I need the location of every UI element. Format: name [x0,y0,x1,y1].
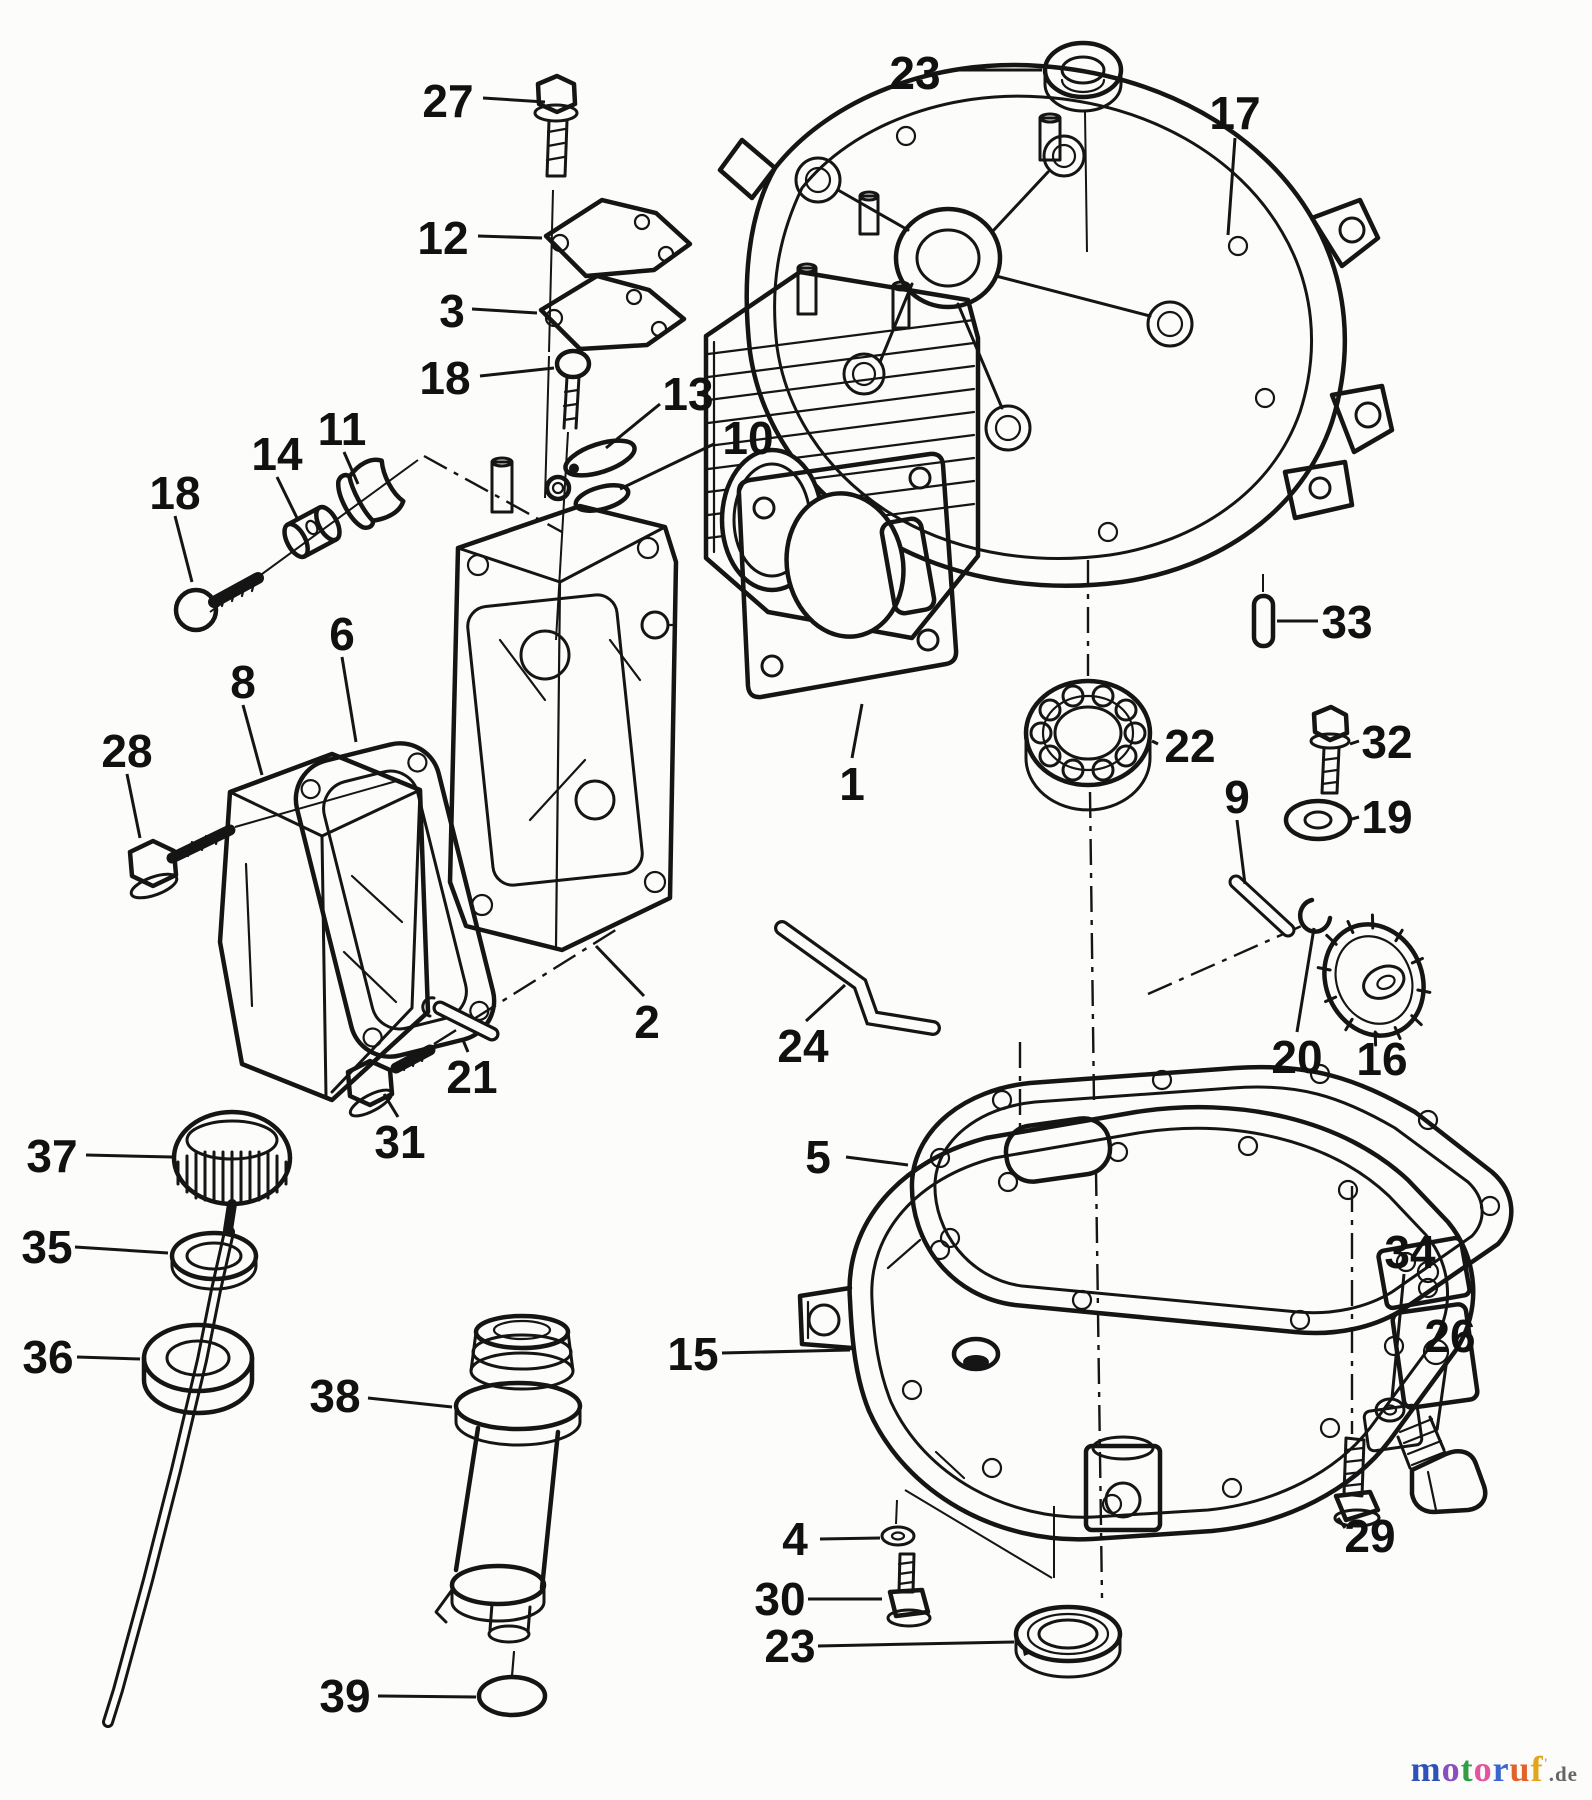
callout-17-leader [1228,138,1235,235]
callout-12: 12 [417,212,469,264]
callout-20-leader [1297,928,1314,1032]
bushing-14 [280,503,345,560]
construction-line-6 [1085,112,1087,252]
callout-39-leader [378,1696,476,1697]
callout-5-leader [846,1157,908,1165]
plate-3 [541,276,684,349]
callout-27-leader [483,98,545,102]
callout-12-leader [478,236,542,238]
callout-19-leader [1352,817,1359,819]
callout-37-leader [86,1155,172,1157]
pin-9 [1236,882,1288,930]
flange-bolt-28 [128,830,230,903]
callout-1-leader [852,704,862,758]
callout-16: 16 [1356,1033,1408,1085]
dipstick-rod [108,1232,229,1722]
callout-29: 29 [1344,1510,1396,1562]
callout-21: 21 [446,1051,498,1103]
oil-filler-tube-38 [436,1316,580,1642]
callout-18: 18 [419,352,471,404]
callout-11: 11 [317,403,367,455]
watermark-wordmark [1411,1749,1544,1789]
watermark-tm-mark: ' [1543,1756,1549,1772]
callout-34: 34 [1384,1226,1436,1278]
callout-2-leader [596,946,644,996]
callout-18-leader [175,516,192,582]
callout-5: 5 [805,1131,831,1183]
watermark-letter: r [1492,1749,1510,1789]
clip-20 [1300,900,1330,932]
watermark-letter: o [1441,1749,1461,1789]
callout-10: 10 [722,412,774,464]
callout-20: 20 [1271,1031,1323,1083]
callout-37: 37 [26,1130,78,1182]
oil-seal-23-bottom [1016,1607,1120,1677]
construction-line-17 [235,780,400,827]
construction-line-9 [1096,1170,1102,1598]
watermark-letter: t [1460,1749,1474,1789]
callout-6-leader [342,657,356,742]
callout-26: 26 [1424,1310,1476,1362]
tab-13 [561,434,638,483]
callout-6: 6 [329,608,355,660]
callout-38: 38 [309,1370,361,1422]
flange-bolt-30 [888,1554,930,1626]
callout-9: 9 [1224,771,1250,823]
callout-2: 2 [634,996,660,1048]
ball-bearing-22 [1026,681,1150,810]
construction-line-8 [1090,792,1094,1102]
callout-1: 1 [839,758,865,810]
callout-14: 14 [251,428,303,480]
callout-22-leader [1152,741,1158,744]
callout-38-leader [368,1398,452,1407]
callout-36-leader [77,1357,140,1359]
callout-8-leader [243,705,262,775]
callout-8: 8 [230,656,256,708]
dowel-pin-33 [1254,596,1273,646]
callout-27: 27 [422,75,474,127]
callout-24: 24 [777,1020,829,1072]
parts-artwork [108,43,1511,1722]
callout-23: 23 [889,47,941,99]
watermark-letter: u [1509,1749,1531,1789]
oval-seal-39 [479,1652,545,1715]
callout-32: 32 [1361,716,1413,768]
washer-tab-10 [547,477,631,516]
callout-17: 17 [1209,87,1261,139]
callout-13-leader [606,404,660,448]
construction-line-1 [545,356,549,498]
motoruf-watermark [1411,1748,1578,1790]
callout-23-leader [818,1642,1014,1646]
construction-line-0 [549,190,553,352]
callout-19: 19 [1361,791,1413,843]
construction-line-15 [896,1500,897,1524]
washer-19 [1286,801,1350,839]
oil-filler-cap-37 [174,1112,290,1230]
callout-24-leader [806,985,845,1021]
callout-33: 33 [1321,596,1373,648]
callout-39: 39 [319,1670,371,1722]
callout-22: 22 [1164,720,1216,772]
callout-18: 18 [149,467,201,519]
callout-35-leader [75,1247,168,1253]
screw-18-top [557,351,589,428]
callout-36: 36 [22,1331,74,1383]
construction-lines [210,112,1352,1598]
watermark-letter: m [1410,1749,1442,1789]
callout-28-leader [127,774,140,838]
callout-31: 31 [374,1116,426,1168]
callout-35: 35 [21,1221,73,1273]
plate-12 [546,200,690,276]
callout-32-leader [1350,741,1359,744]
callout-3-leader [472,309,537,313]
callout-4: 4 [782,1513,808,1565]
watermark-letter: o [1473,1749,1493,1789]
callout-23: 23 [764,1620,816,1672]
flange-bolt-27 [535,76,577,176]
callout-3: 3 [439,285,465,337]
flange-bolt-32 [1311,707,1349,793]
breather-pipe-24 [782,928,933,1028]
drain-plug-26 [1398,1417,1485,1512]
washer-4 [882,1527,914,1545]
callout-13: 13 [662,368,714,420]
seal-washer-35 [172,1233,256,1289]
callout-15: 15 [667,1328,719,1380]
screw-18-left [176,575,258,630]
callout-28: 28 [101,725,153,777]
callout-14-leader [277,477,298,520]
watermark-letter: f [1530,1749,1544,1789]
callout-18-leader [480,368,554,376]
callout-9-leader [1237,820,1245,884]
callout-30: 30 [754,1573,806,1625]
callout-15-leader [722,1350,850,1353]
callout-4-leader [820,1538,880,1539]
cap-11 [331,455,406,532]
watermark-suffix: .de [1548,1762,1578,1786]
